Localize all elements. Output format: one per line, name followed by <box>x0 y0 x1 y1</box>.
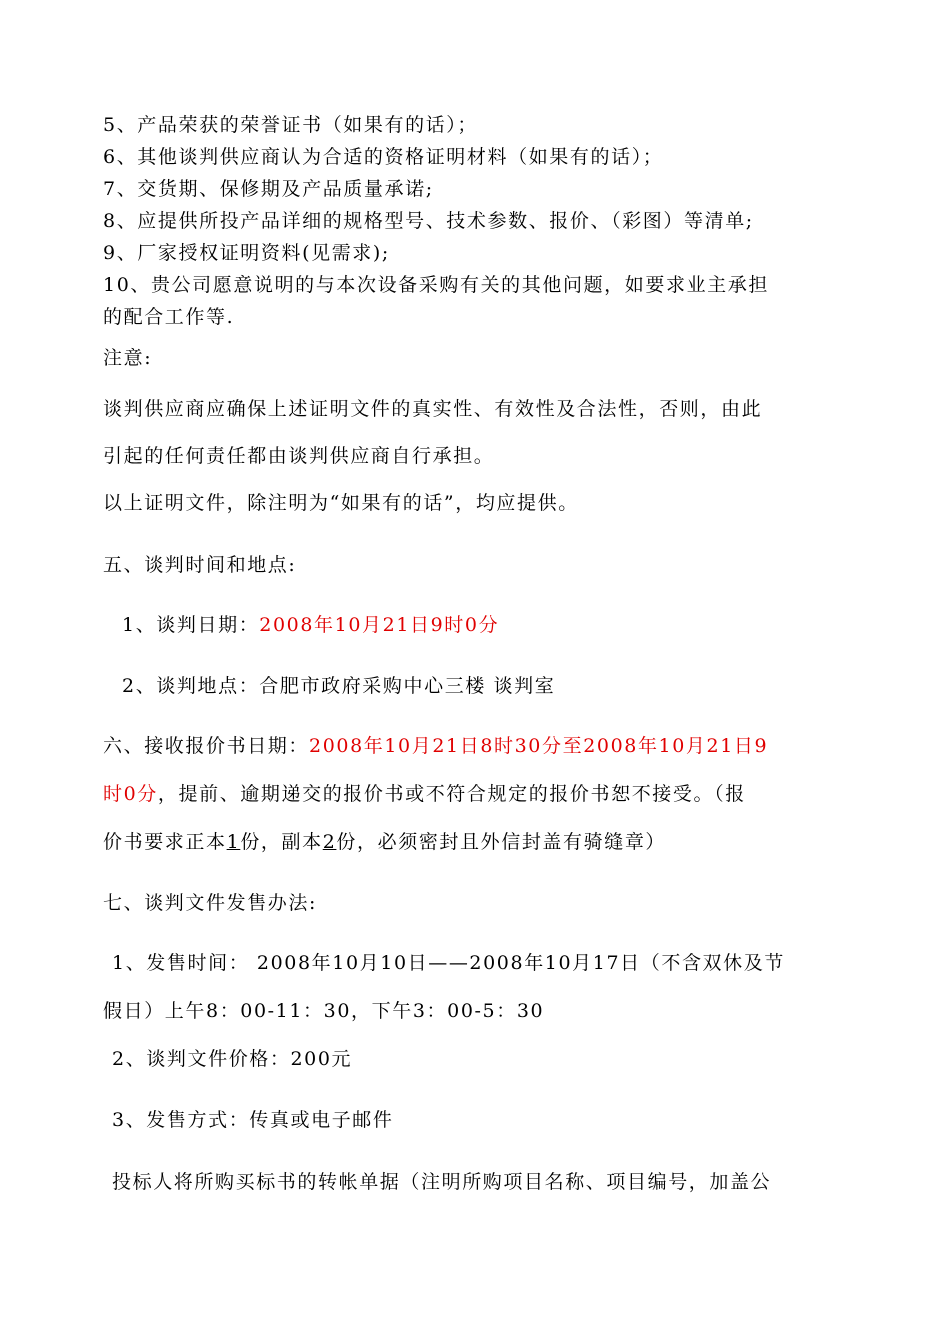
section-6-text: ，提前、逾期递交的报价书或不符合规定的报价书恕不接受。（报 <box>157 783 746 805</box>
section-6-label: 六、接收报价书日期： <box>103 735 310 757</box>
list-item-7: 7、交货期、保修期及产品质量承诺; <box>103 178 434 200</box>
list-item-9: 9、厂家授权证明资料(见需求); <box>103 242 390 264</box>
copies-text-b: 份，副本 <box>240 831 323 853</box>
notice-line-2: 引起的任何责任都由谈判供应商自行承担。 <box>103 445 495 467</box>
section-7-heading: 七、谈判文件发售办法: <box>103 892 318 914</box>
section-6-line-2 <box>103 782 843 806</box>
negotiation-place-label: 2、谈判地点： <box>122 675 260 697</box>
section-6-line-1 <box>103 734 843 758</box>
list-item-10-line1: 10、贵公司愿意说明的与本次设备采购有关的其他问题，如要求业主承担 <box>103 274 769 296</box>
quote-receipt-date-part1: 2008年10月21日8时30分至2008年10月21日9 <box>309 735 769 757</box>
list-item-5: 5、产品荣获的荣誉证书（如果有的话）； <box>103 114 478 136</box>
negotiation-date-value: 2008年10月21日9时0分 <box>259 614 500 636</box>
list-item-6: 6、其他谈判供应商认为合适的资格证明材料（如果有的话）； <box>103 146 664 168</box>
negotiation-place-value: 合肥市政府采购中心三楼 谈判室 <box>259 675 556 697</box>
copies-text-c: 份，必须密封且外信封盖有骑缝章） <box>336 831 667 853</box>
notice-heading: 注意: <box>103 347 153 369</box>
sale-method: 3、发售方式：传真或电子邮件 <box>112 1109 394 1131</box>
list-item-8: 8、应提供所投产品详细的规格型号、技术参数、报价、（彩图）等清单; <box>103 210 754 232</box>
negotiation-date-line <box>122 613 862 637</box>
section-6-line-3 <box>103 830 843 854</box>
sale-time-line-2: 假日）上午8：00-11：30，下午3：00-5：30 <box>103 1000 545 1022</box>
sale-time-line-1: 1、发售时间： 2008年10月10日——2008年10月17日（不含双休及节 <box>112 952 785 974</box>
quote-receipt-date-part2: 时0分 <box>103 783 158 805</box>
list-item-10-line2: 的配合工作等. <box>103 306 235 328</box>
negotiation-place-line <box>122 674 862 698</box>
bidder-instruction: 投标人将所购买标书的转帐单据（注明所购项目名称、项目编号，加盖公 <box>112 1171 772 1193</box>
copies-text-a: 价书要求正本 <box>103 831 227 853</box>
notice-line-1: 谈判供应商应确保上述证明文件的真实性、有效性及合法性，否则，由此 <box>103 398 763 420</box>
original-copies-count: 1 <box>226 831 241 853</box>
negotiation-date-label: 1、谈判日期： <box>122 614 260 636</box>
duplicate-copies-count: 2 <box>322 831 337 853</box>
section-5-heading: 五、谈判时间和地点: <box>103 554 297 576</box>
notice-line-3: 以上证明文件，除注明为“如果有的话”，均应提供。 <box>103 492 579 514</box>
document-price: 2、谈判文件价格：200元 <box>112 1048 353 1070</box>
